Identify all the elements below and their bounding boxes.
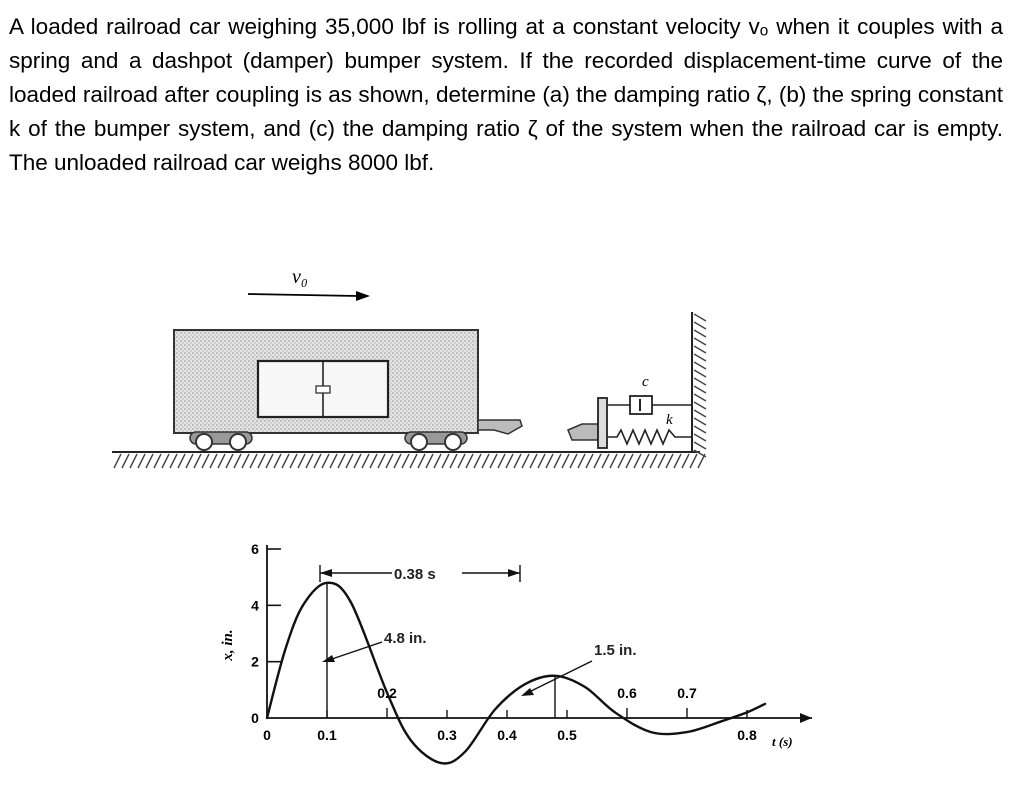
bumper-plate [598, 398, 607, 448]
wall-hatch [694, 314, 706, 457]
peak2-leader [525, 661, 592, 694]
x-tick-label: 0 [263, 727, 271, 743]
x-axis-label: t (s) [772, 734, 793, 749]
y-axis-label: x, in. [220, 629, 236, 661]
wheel-truck-right [405, 432, 467, 450]
x-tick-label: 0.3 [437, 727, 457, 743]
damper-label: c [642, 374, 649, 390]
x-tick-label: 0.5 [557, 727, 577, 743]
peak2-arrowhead [521, 688, 534, 696]
y-tick-label: 0 [251, 710, 259, 726]
railroad-car-diagram [112, 266, 706, 468]
x-tick-label: 0.7 [677, 685, 697, 701]
y-tick-label: 6 [251, 541, 259, 557]
car-door-handle [316, 386, 330, 393]
wheel-truck-left [190, 432, 252, 450]
x-axis-arrowhead [800, 713, 812, 723]
x-tick-label: 0.2 [377, 685, 397, 701]
y-tick-label: 4 [251, 597, 259, 614]
velocity-arrow [248, 294, 358, 296]
x-tick-label: 0.4 [497, 727, 517, 743]
spring [607, 430, 692, 444]
problem-statement: A loaded railroad car weighing 35,000 lbf is rolling at a constant velocity vₒ when it couples with a spring and a dashpot (damper) bumper system. If the recorded displacement-time curve of the loaded railroad after coupling is as shown, determine (a) the damping ratio ζ, (b) the spring constant k of the bumper system, and (c) the damping ratio ζ of the system when the railroad car is empty. The unloaded railroad car weighs 8000 lbf. [9, 14, 1003, 175]
spring-label: k [666, 412, 673, 428]
ground-hatch [114, 454, 705, 468]
peak1-arrowhead [322, 655, 335, 662]
bumper-coupler [568, 424, 598, 440]
x-tick-label: 0.8 [737, 727, 757, 743]
period-label: 0.38 s [394, 566, 436, 583]
x-tick-label: 0.6 [617, 685, 637, 701]
peak2-label: 1.5 in. [594, 642, 637, 659]
velocity-arrowhead [356, 291, 370, 301]
car-coupler [478, 420, 522, 434]
displacement-time-plot [220, 541, 812, 764]
x-tick-label: 0.1 [317, 727, 337, 743]
velocity-label: v₀ [292, 266, 308, 288]
y-tick-label: 2 [251, 653, 259, 670]
peak1-label: 4.8 in. [384, 630, 427, 647]
